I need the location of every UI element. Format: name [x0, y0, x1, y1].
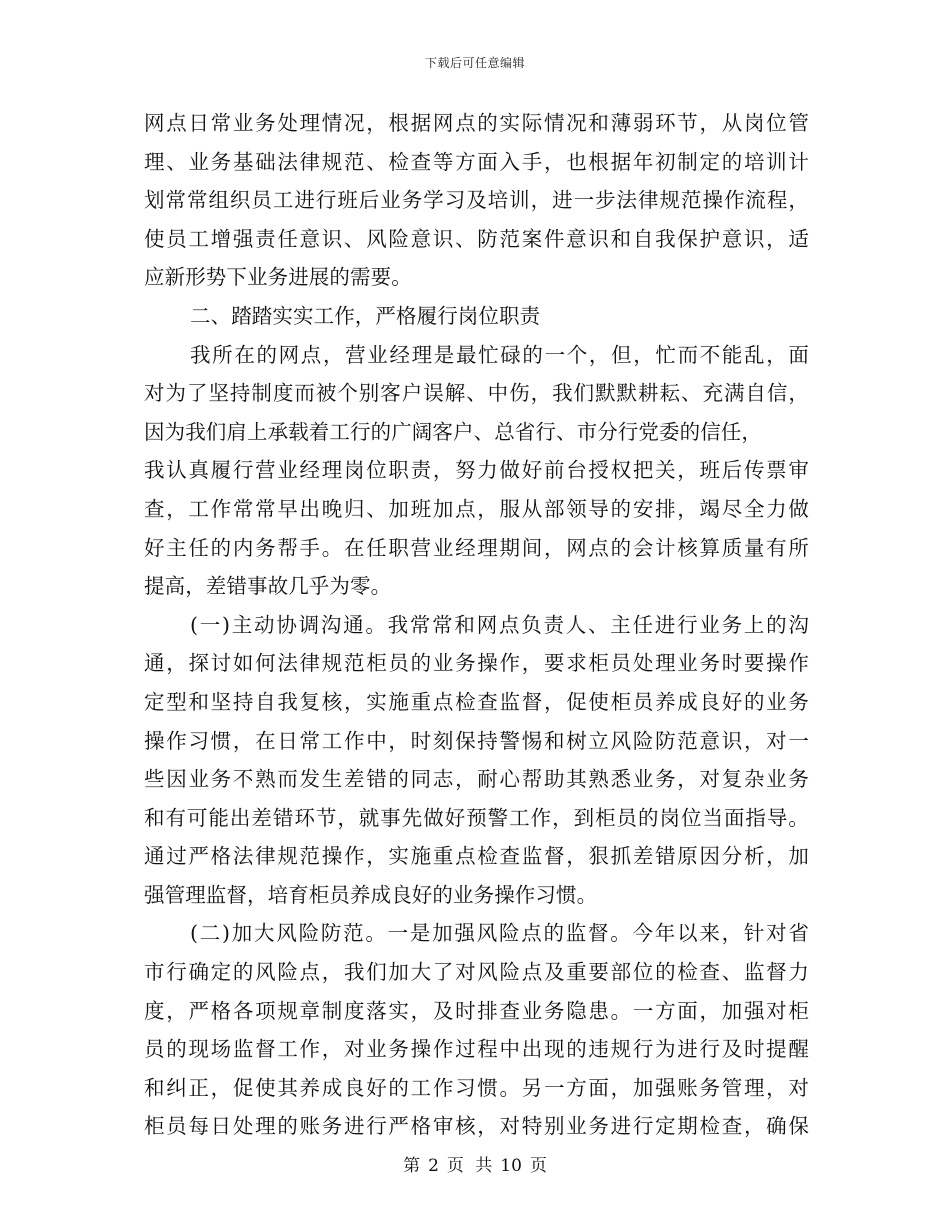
- text-line: 我所在的网点，营业经理是最忙碌的一个，但，忙而不能乱，面: [190, 342, 809, 367]
- text-line: 划常常组织员工进行班后业务学习及培训，进一步法律规范操作流程，: [144, 188, 809, 213]
- text-line: 我认真履行营业经理岗位职责，努力做好前台授权把关，班后传票审: [144, 458, 809, 483]
- text-line: (二)加大风险防范。一是加强风险点的监督。今年以来，针对省: [190, 921, 809, 946]
- text-line: 市行确定的风险点，我们加大了对风险点及重要部位的检查、监督力: [144, 960, 809, 985]
- text-line: 些因业务不熟而发生差错的同志，耐心帮助其熟悉业务，对复杂业务: [144, 767, 809, 792]
- footer-prefix: 第: [403, 1156, 421, 1176]
- header-note: 下载后可任意编辑: [424, 56, 525, 70]
- footer-suffix: 页: [529, 1156, 547, 1176]
- text-line: 应新形势下业务进展的需要。: [144, 265, 412, 290]
- text-line: 理、业务基础法律规范、检查等方面入手，也根据年初制定的培训计: [144, 149, 809, 174]
- footer-total-pages: 10: [500, 1156, 522, 1176]
- text-line: 二、踏踏实实工作，严格履行岗位职责: [190, 303, 541, 328]
- text-line: (一)主动协调沟通。我常常和网点负责人、主任进行业务上的沟: [190, 612, 809, 637]
- text-line: 度，严格各项规章制度落实，及时排查业务隐患。一方面，加强对柜: [144, 998, 809, 1023]
- text-line: 定型和坚持自我复核，实施重点检查监督，促使柜员养成良好的业务: [144, 689, 809, 714]
- text-line: 和有可能出差错环节，就事先做好预警工作，到柜员的岗位当面指导。: [144, 805, 809, 830]
- text-line: 和纠正，促使其养成良好的工作习惯。另一方面，加强账务管理，对: [144, 1075, 809, 1100]
- text-line: 因为我们肩上承载着工行的广阔客户、总省行、市分行党委的信任，: [144, 419, 762, 444]
- footer-middle: 页 共: [446, 1156, 493, 1176]
- text-line: 网点日常业务处理情况，根据网点的实际情况和薄弱环节，从岗位管: [144, 111, 809, 135]
- text-line: 员的现场监督工作，对业务操作过程中出现的违规行为进行及时提醒: [144, 1037, 809, 1062]
- text-line: 查，工作常常早出晚归、加班加点，服从部领导的安排，竭尽全力做: [144, 496, 809, 521]
- footer-current-page: 2: [428, 1156, 439, 1176]
- text-line: 强管理监督，培育柜员养成良好的业务操作习惯。: [144, 882, 598, 907]
- text-line: 提高，差错事故几乎为零。: [144, 574, 392, 599]
- text-line: 柜员每日处理的账务进行严格审核，对特别业务进行定期检查，确保: [144, 1114, 809, 1139]
- text-line: 对为了坚持制度而被个别客户误解、中伤，我们默默耕耘、充满自信，: [144, 381, 809, 406]
- text-line: 使员工增强责任意识、风险意识、防范案件意识和自我保护意识，适: [144, 226, 809, 251]
- text-line: 通，探讨如何法律规范柜员的业务操作，要求柜员处理业务时要操作: [144, 651, 809, 676]
- body-text: [144, 104, 809, 1146]
- text-line: 好主任的内务帮手。在任职营业经理期间，网点的会计核算质量有所: [144, 535, 809, 560]
- text-line: 通过严格法律规范操作，实施重点检查监督，狠抓差错原因分析，加: [144, 844, 809, 869]
- text-line: 操作习惯，在日常工作中，时刻保持警惕和树立风险防范意识，对一: [144, 728, 809, 753]
- page-footer: [0, 1151, 950, 1176]
